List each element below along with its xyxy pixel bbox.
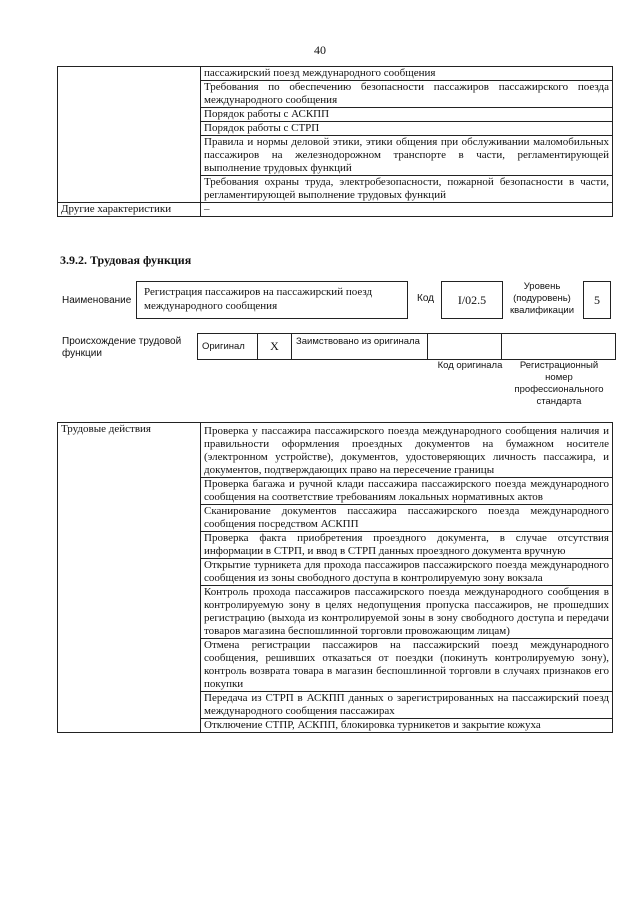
origin-label: Происхождение трудовой функции xyxy=(62,336,182,359)
table-row xyxy=(198,334,616,360)
section-title: 3.9.2. Трудовая функция xyxy=(60,253,192,267)
borrowed-label: Заимствовано из оригинала xyxy=(292,334,428,360)
level-value-box: 5 xyxy=(583,281,611,319)
code-label: Код xyxy=(417,293,435,304)
table-cell: Требования охраны труда, электробезопасности, пожарной безопасности в части, регламентирующей выполнение трудовых функций xyxy=(201,176,613,203)
table-row xyxy=(58,67,613,81)
table-cell: Проверка у пассажира пассажирского поезда международного сообщения наличия и правильности оформления проездных документов на бумажном носителе (электронном устройстве), документов, удостоверяющих личность пассажира, и документов, подтверждающих право на пересечение границы xyxy=(201,423,613,478)
table-cell: Открытие турникета для прохода пассажиров пассажирского поезда международного сообщения из зоны свободного доступа в контролируемую зону вокзала xyxy=(201,559,613,586)
table-row xyxy=(58,203,613,217)
table-cell: Правила и нормы деловой этики, этики общения при обслуживании маломобильных пассажиров на железнодорожном транспорте в части, регламентирующей выполнение трудовых функций xyxy=(201,136,613,176)
table-cell: Сканирование документов пассажира пассажирского поезда международного сообщения посредством АСКПП xyxy=(201,505,613,532)
table-cell: Отключение СТПР, АСКПП, блокировка турникетов и закрытие кожуха xyxy=(201,719,613,733)
table-cell: Передача из СТРП в АСКПП данных о зарегистрированных на пассажирский поезд международного сообщения пассажирах xyxy=(201,692,613,719)
table-cell: Проверка багажа и ручной клади пассажира пассажирского поезда международного сообщения на соответствие требованиям локальных нормативных актов xyxy=(201,478,613,505)
level-label: Уровень (подуровень) квалификации xyxy=(509,281,575,316)
table-cell: Порядок работы с АСКПП xyxy=(201,108,613,122)
table-cell: Требования по обеспечению безопасности пассажиров пассажирского поезда международного сообщения xyxy=(201,81,613,108)
reg-number-caption: Регистрационный номер профессионального стандарта xyxy=(514,360,604,407)
table-cell: Порядок работы с СТРП xyxy=(201,122,613,136)
original-label: Оригинал xyxy=(198,334,258,360)
origin-table xyxy=(197,333,616,360)
table-cell: Контроль прохода пассажиров пассажирского поезда международного сообщения в контролируемую зону в целях недопущения пропуска пассажиров, не прошедших регистрацию (выхода из контролируемой зоны в зону свободного доступа и передачи товаров магазина беспошлинной торговли провожающим лицам) xyxy=(201,586,613,639)
name-label: Наименование xyxy=(62,295,132,306)
code-value-box: I/02.5 xyxy=(441,281,503,319)
table-cell: Проверка факта приобретения проездного документа, в случае отсутствия информации в СТРП, и ввод в СТРП данных проездного документа вручную xyxy=(201,532,613,559)
original-mark: X xyxy=(258,334,292,360)
origin-code-caption: Код оригинала xyxy=(437,360,503,371)
knowledge-table xyxy=(57,66,613,217)
other-characteristics-label: Другие характеристики xyxy=(58,203,201,217)
table-cell: Отмена регистрации пассажиров на пассажирский поезд международного сообщения, решивших отказаться от поездки (покинуть контролируемую зону), контроль возврата товара в магазин беспошлинной торговли в случаях признаков его покупки xyxy=(201,639,613,692)
page-number: 40 xyxy=(314,43,326,57)
other-characteristics-value: – xyxy=(201,203,613,217)
table-cell: пассажирский поезд международного сообщения xyxy=(201,67,613,81)
labor-actions-label: Трудовые действия xyxy=(58,423,201,733)
labor-actions-table xyxy=(57,422,613,733)
origin-code-cell xyxy=(428,334,502,360)
reg-number-cell xyxy=(502,334,616,360)
function-name-box: Регистрация пассажиров на пассажирский поезд международного сообщения xyxy=(136,281,408,319)
table-cell-empty xyxy=(58,67,201,203)
table-row xyxy=(58,423,613,478)
